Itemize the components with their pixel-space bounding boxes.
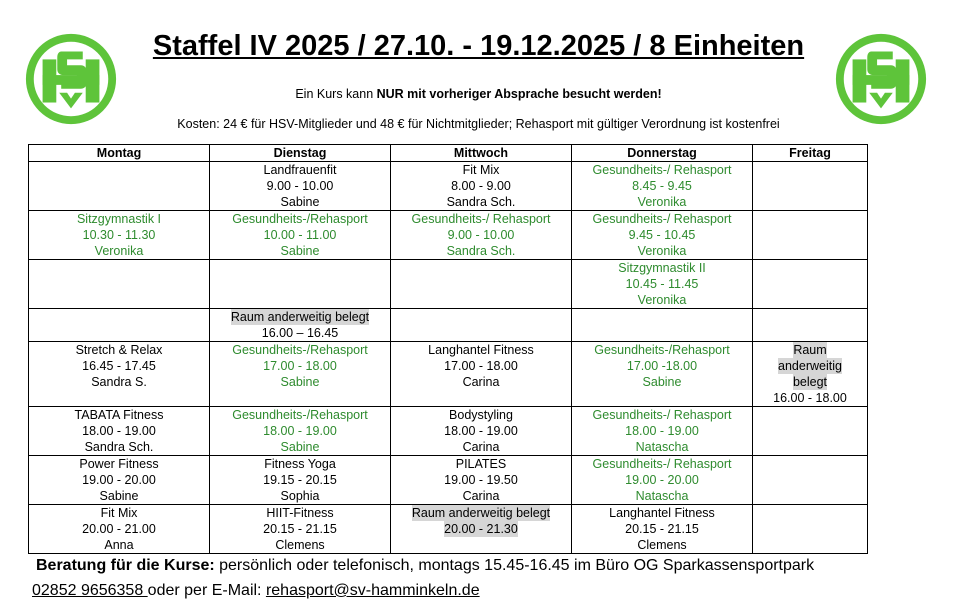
contact-line	[32, 582, 480, 600]
schedule-cell	[210, 505, 391, 554]
schedule-cell	[753, 407, 868, 456]
phone-number[interactable]: 02852 9656358	[32, 582, 148, 599]
course-name: Sitzgymnastik I	[76, 212, 162, 226]
email-prefix: oder per E-Mail:	[147, 582, 266, 599]
course-time: 17.00 -18.00	[626, 359, 698, 373]
schedule-cell	[391, 505, 572, 554]
course-time: 8.45 - 9.45	[632, 179, 692, 193]
schedule-cell	[391, 309, 572, 342]
day-header: Montag	[29, 145, 210, 162]
course-time: 17.00 - 18.00	[263, 359, 337, 373]
course-name: Fit Mix	[100, 506, 138, 520]
course-trainer: Sabine	[280, 440, 320, 454]
course-trainer: Sandra S.	[91, 375, 147, 389]
course-trainer: Carina	[462, 489, 500, 503]
course-time: 10.30 - 11.30	[82, 228, 156, 242]
schedule-cell	[29, 342, 210, 407]
schedule-cell	[572, 260, 753, 309]
course-trainer: Anna	[104, 538, 134, 552]
course-trainer: Sabine	[99, 489, 139, 503]
course-name: Gesundheits-/ Rehasport	[411, 212, 551, 226]
course-name: Gesundheits-/ Rehasport	[592, 212, 732, 226]
course-time: 19.00 - 20.00	[625, 473, 699, 487]
course-trainer: Veronika	[637, 244, 687, 258]
hsv-logo-right	[832, 30, 930, 128]
notice-emphasis: NUR mit vorheriger Absprache besucht werden!	[376, 87, 662, 101]
day-header: Dienstag	[210, 145, 391, 162]
course-time: 20.00 - 21.30	[444, 522, 518, 536]
schedule-table	[28, 144, 868, 554]
schedule-cell	[391, 407, 572, 456]
schedule-row	[29, 342, 868, 407]
schedule-row	[29, 407, 868, 456]
course-time: 9.00 - 10.00	[447, 228, 515, 242]
course-name: PILATES	[455, 457, 507, 471]
schedule-row	[29, 260, 868, 309]
course-name: Gesundheits-/Rehasport	[594, 343, 730, 357]
course-name: Gesundheits-/Rehasport	[232, 343, 368, 357]
course-trainer: Veronika	[637, 293, 687, 307]
schedule-cell	[29, 309, 210, 342]
course-time: 18.00 - 19.00	[444, 424, 518, 438]
course-trainer: Carina	[462, 440, 500, 454]
course-trainer: Clemens	[637, 538, 687, 552]
course-name: Raum anderweitig belegt	[411, 506, 551, 520]
course-trainer: Clemens	[275, 538, 325, 552]
course-time: 19.00 - 20.00	[82, 473, 156, 487]
schedule-cell	[391, 260, 572, 309]
schedule-cell	[572, 309, 753, 342]
course-trainer: Carina	[462, 375, 500, 389]
course-time: 16.45 - 17.45	[82, 359, 156, 373]
course-trainer: Sabine	[280, 375, 320, 389]
course-trainer: Veronika	[94, 244, 144, 258]
schedule-cell	[391, 211, 572, 260]
course-trainer: Sandra Sch.	[446, 244, 516, 258]
booking-notice	[130, 87, 827, 101]
course-name: HIIT-Fitness	[266, 506, 334, 520]
course-name: Langhantel Fitness	[609, 506, 715, 520]
day-header-row	[29, 145, 868, 162]
schedule-cell	[210, 456, 391, 505]
course-name: Gesundheits-/ Rehasport	[592, 408, 732, 422]
consultation-info	[36, 557, 814, 575]
schedule-cell	[210, 309, 391, 342]
course-name: Fit Mix	[462, 163, 500, 177]
course-time: 9.45 - 10.45	[628, 228, 696, 242]
schedule-cell	[572, 456, 753, 505]
course-trainer: Sandra Sch.	[84, 440, 154, 454]
course-name: Sitzgymnastik II	[618, 261, 706, 275]
schedule-cell	[753, 342, 868, 407]
day-header: Freitag	[753, 145, 868, 162]
course-name: Stretch & Relax	[75, 343, 163, 357]
course-time: 20.00 - 21.00	[82, 522, 156, 536]
course-trainer: belegt	[792, 375, 828, 389]
day-header: Donnerstag	[572, 145, 753, 162]
schedule-cell	[210, 407, 391, 456]
course-time: 18.00 - 19.00	[82, 424, 156, 438]
course-time: anderweitig	[778, 359, 842, 373]
schedule-cell	[29, 162, 210, 211]
schedule-cell	[753, 456, 868, 505]
course-name: Langhantel Fitness	[428, 343, 534, 357]
schedule-cell	[572, 162, 753, 211]
schedule-cell	[753, 162, 868, 211]
course-trainer: Natascha	[635, 440, 689, 454]
schedule-cell	[210, 211, 391, 260]
hsv-logo-left	[22, 30, 120, 128]
schedule-cell	[753, 260, 868, 309]
course-trainer: Veronika	[637, 195, 687, 209]
course-time: 19.15 - 20.15	[263, 473, 337, 487]
schedule-cell	[29, 260, 210, 309]
course-name: TABATA Fitness	[74, 408, 164, 422]
course-name: Power Fitness	[79, 457, 159, 471]
course-trainer: Natascha	[635, 489, 689, 503]
course-name: Gesundheits-/ Rehasport	[592, 457, 732, 471]
course-trainer: Sandra Sch.	[446, 195, 516, 209]
course-name: Raum	[793, 343, 827, 357]
day-header: Mittwoch	[391, 145, 572, 162]
course-time: 16.00 – 16.45	[261, 326, 339, 340]
course-name: Gesundheits-/Rehasport	[232, 408, 368, 422]
course-time: 18.00 - 19.00	[263, 424, 337, 438]
schedule-cell	[29, 407, 210, 456]
course-trainer: Sophia	[280, 489, 320, 503]
schedule-row	[29, 456, 868, 505]
schedule-cell	[753, 211, 868, 260]
schedule-cell	[391, 342, 572, 407]
schedule-row	[29, 162, 868, 211]
course-time: 9.00 - 10.00	[266, 179, 334, 193]
schedule-cell	[391, 456, 572, 505]
course-name: Raum anderweitig belegt	[230, 310, 370, 324]
schedule-cell	[572, 211, 753, 260]
consultation-text: persönlich oder telefonisch, montags 15.45-16.45 im Büro OG Sparkassensportpark	[214, 557, 815, 574]
schedule-body	[29, 162, 868, 554]
course-name: Fitness Yoga	[264, 457, 336, 471]
course-time: 20.15 - 21.15	[263, 522, 337, 536]
page-title: Staffel IV 2025 / 27.10. - 19.12.2025 / 8 Einheiten	[152, 30, 805, 62]
schedule-cell	[391, 162, 572, 211]
schedule-cell	[29, 211, 210, 260]
schedule-cell	[210, 342, 391, 407]
course-trainer: Sabine	[280, 195, 320, 209]
costs-line: Kosten: 24 € für HSV-Mitglieder und 48 € für Nichtmitglieder; Rehasport mit gültiger Verordnung ist kostenfrei	[177, 117, 780, 131]
schedule-cell	[210, 162, 391, 211]
course-time: 8.00 - 9.00	[451, 179, 511, 193]
notice-text: Ein Kurs kann	[295, 87, 377, 101]
course-time: 17.00 - 18.00	[444, 359, 518, 373]
schedule-row	[29, 211, 868, 260]
course-trainer: 16.00 - 18.00	[773, 391, 847, 405]
course-time: 19.00 - 19.50	[444, 473, 518, 487]
schedule-cell	[29, 456, 210, 505]
schedule-cell	[753, 505, 868, 554]
course-time: 20.15 - 21.15	[625, 522, 699, 536]
schedule-cell	[572, 407, 753, 456]
consultation-label: Beratung für die Kurse:	[36, 557, 215, 574]
course-name: Landfrauenfit	[263, 163, 337, 177]
schedule-cell	[572, 505, 753, 554]
schedule-cell	[572, 342, 753, 407]
course-name: Bodystyling	[449, 408, 513, 422]
course-time: 10.00 - 11.00	[263, 228, 337, 242]
course-trainer: Sabine	[642, 375, 682, 389]
course-name: Gesundheits-/Rehasport	[232, 212, 368, 226]
schedule-row	[29, 505, 868, 554]
email-link[interactable]: rehasport@sv-hamminkeln.de	[265, 582, 480, 599]
schedule-cell	[753, 309, 868, 342]
course-time: 18.00 - 19.00	[625, 424, 699, 438]
schedule-row	[29, 309, 868, 342]
course-name: Gesundheits-/ Rehasport	[592, 163, 732, 177]
course-time: 10.45 - 11.45	[625, 277, 699, 291]
course-trainer: Sabine	[280, 244, 320, 258]
schedule-cell	[29, 505, 210, 554]
schedule-cell	[210, 260, 391, 309]
